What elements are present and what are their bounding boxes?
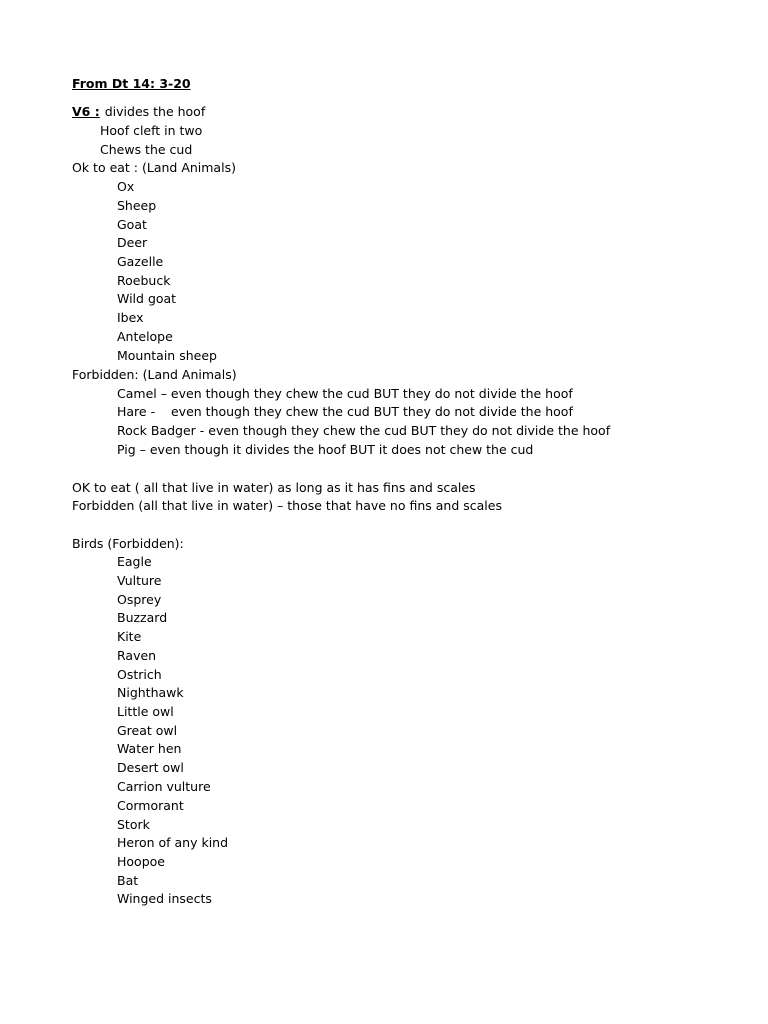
bird-item: Raven [117,648,157,663]
bird-item: Vulture [117,573,162,588]
water-ok-line: OK to eat ( all that live in water) as long as it has fins and scales [72,480,476,495]
bird-item: Heron of any kind [117,835,229,850]
v6-criterion: Chews the cud [100,142,193,157]
bird-item: Bat [117,873,139,888]
bird-item: Winged insects [117,891,212,906]
land-ok-item: Ibex [117,310,144,325]
land-ok-item: Mountain sheep [117,348,217,363]
land-ok-item: Roebuck [117,273,171,288]
bird-item: Eagle [117,554,152,569]
bird-item: Ostrich [117,667,162,682]
land-ok-item: Wild goat [117,291,177,306]
bird-item: Buzzard [117,610,168,625]
land-forbidden-item: Rock Badger - even though they chew the cud BUT they do not divide the hoof [117,423,611,438]
v6-label: V6 : [72,104,100,119]
document-title: From Dt 14: 3-20 [72,76,191,91]
v6-criteria-row [72,103,205,121]
birds-heading: Birds (Forbidden): [72,536,184,551]
bird-item: Stork [117,817,150,832]
land-forbidden-heading: Forbidden: (Land Animals) [72,367,237,382]
land-forbidden-item: Hare - even though they chew the cud BUT they do not divide the hoof [117,404,573,419]
land-ok-item: Goat [117,217,147,232]
bird-item: Great owl [117,723,178,738]
v6-criterion: Hoof cleft in two [100,123,203,138]
v6-criterion: divides the hoof [104,104,206,119]
land-ok-item: Deer [117,235,148,250]
land-forbidden-item: Pig – even though it divides the hoof BUT it does not chew the cud [117,442,534,457]
bird-item: Desert owl [117,760,184,775]
land-ok-item: Sheep [117,198,157,213]
bird-item: Nighthawk [117,685,184,700]
land-ok-heading: Ok to eat : (Land Animals) [72,160,236,175]
bird-item: Hoopoe [117,854,165,869]
bird-item: Carrion vulture [117,779,211,794]
bird-item: Little owl [117,704,174,719]
land-ok-item: Ox [117,179,135,194]
bird-item: Osprey [117,592,162,607]
bird-item: Water hen [117,741,182,756]
land-forbidden-item: Camel – even though they chew the cud BUT they do not divide the hoof [117,386,573,401]
water-forbidden-line: Forbidden (all that live in water) – those that have no fins and scales [72,498,502,513]
land-ok-item: Antelope [117,329,173,344]
bird-item: Cormorant [117,798,184,813]
land-ok-item: Gazelle [117,254,164,269]
bird-item: Kite [117,629,142,644]
